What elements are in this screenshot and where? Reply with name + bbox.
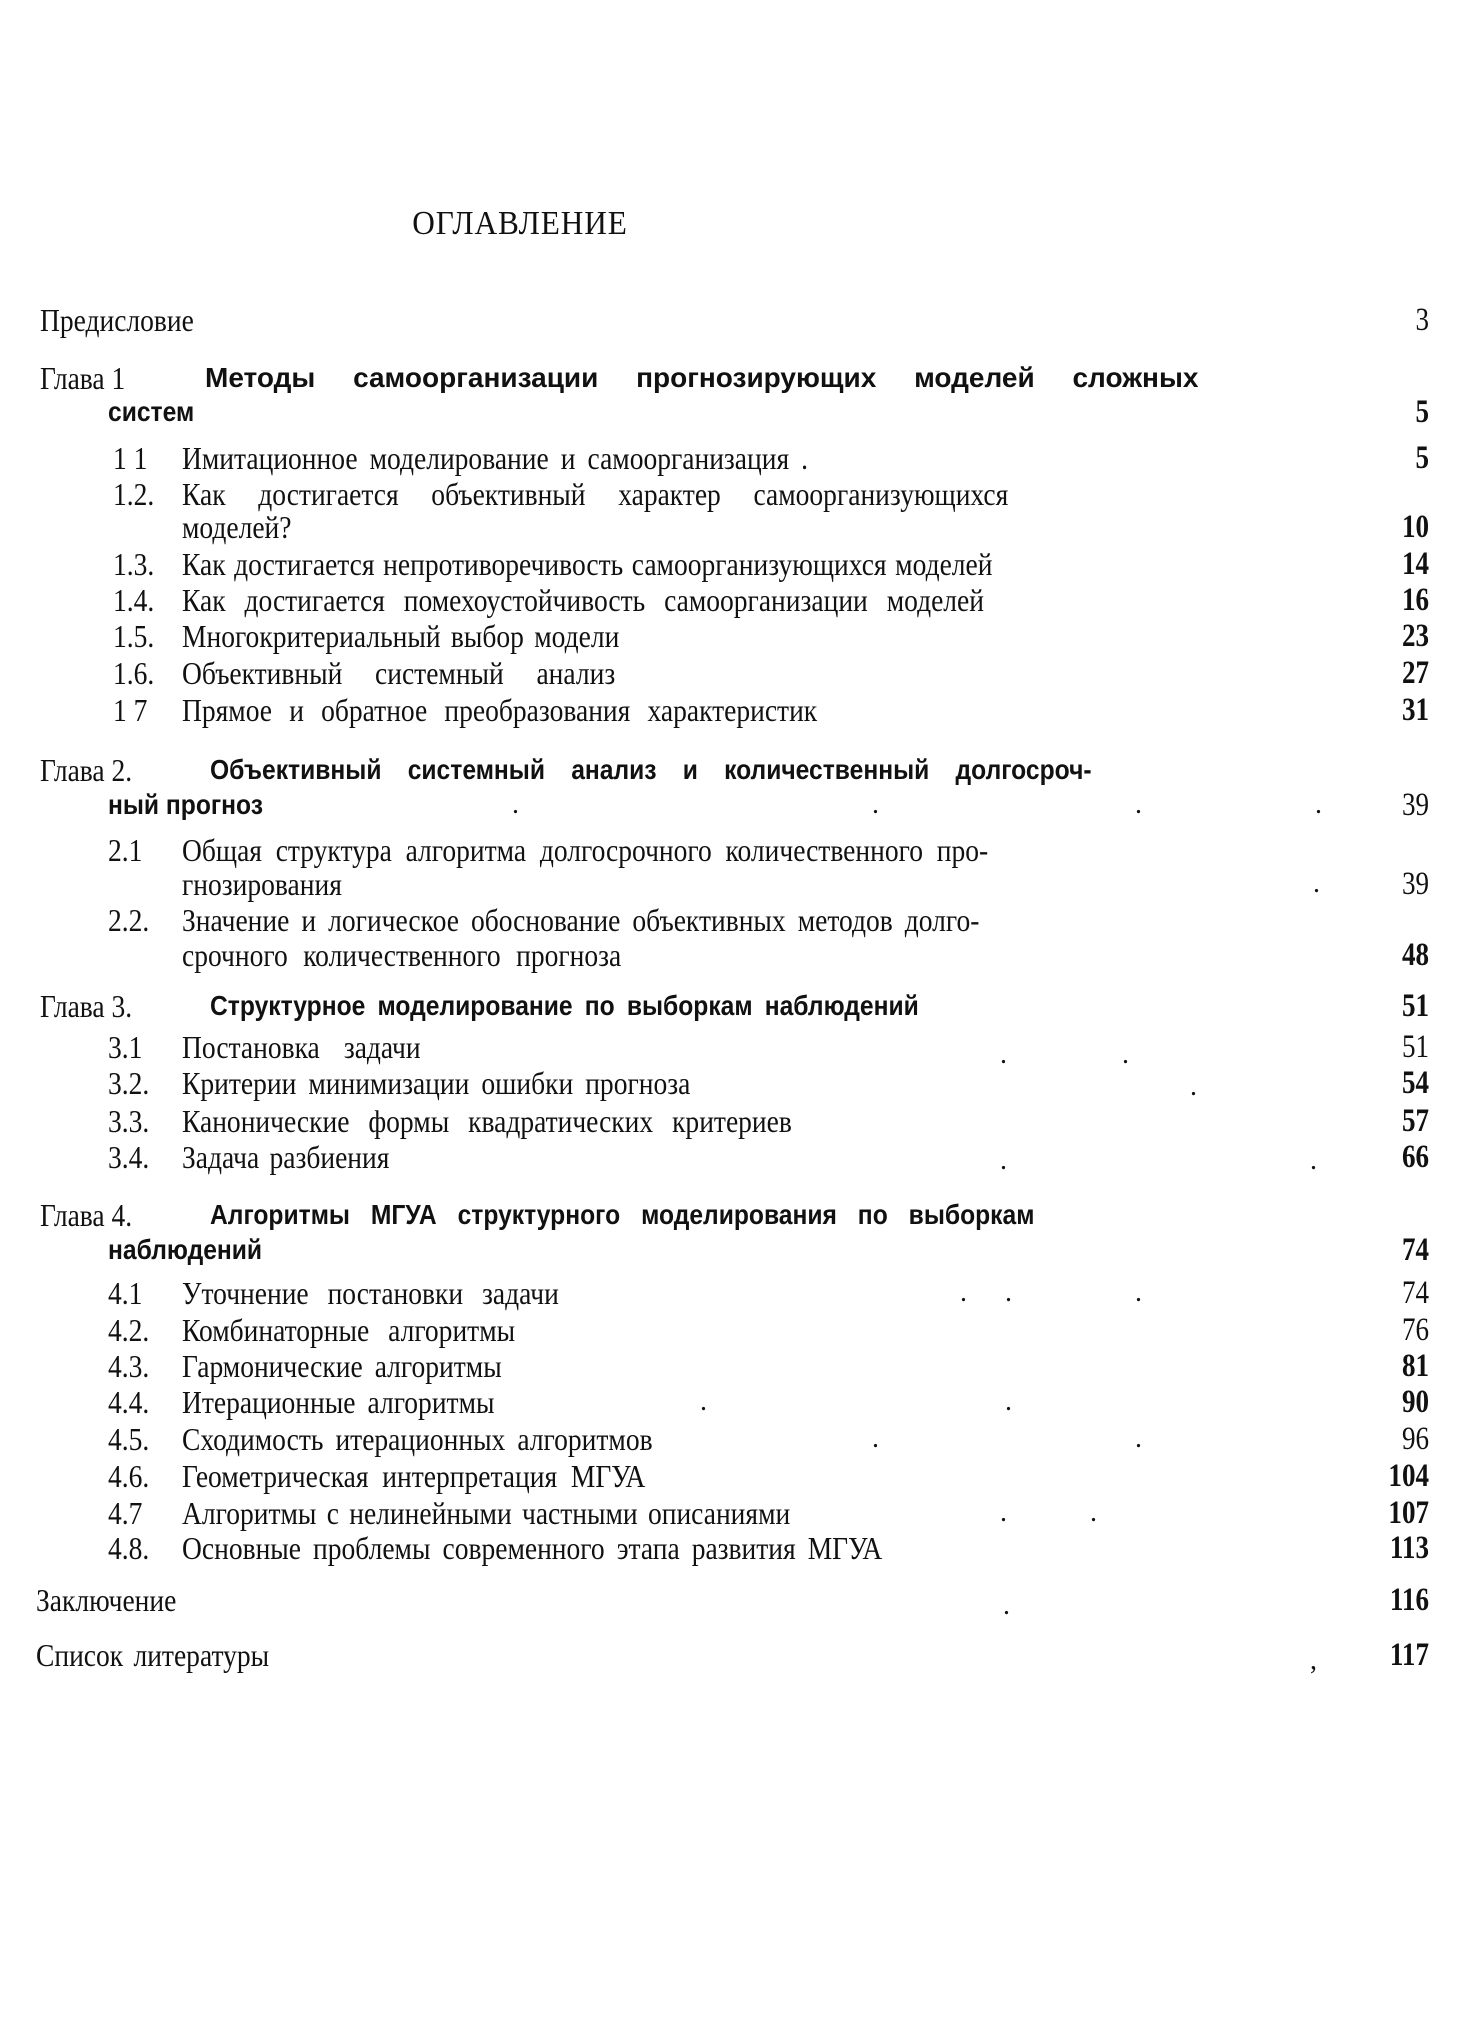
toc-chapter-4-cont[interactable] (0, 1232, 1479, 1268)
section-title: Критерии минимизации ошибки прогноза (182, 1065, 691, 1101)
section-title: Основные проблемы современного этапа развития МГУА (182, 1530, 883, 1566)
section-title: Объективный системный анализ (182, 655, 616, 691)
toc-section[interactable] (0, 832, 1479, 868)
page-number: 39 (1401, 787, 1429, 823)
chapter-prefix: Глава 2. (40, 752, 133, 788)
page-number: 66 (1401, 1139, 1429, 1175)
leader-dot: . (1135, 789, 1144, 820)
toc-section[interactable] (0, 1103, 1479, 1139)
page-number: 90 (1401, 1384, 1429, 1420)
section-title: Общая структура алгоритма долгосрочного количественного про- (182, 832, 989, 868)
section-title: Гармонические алгоритмы (182, 1348, 502, 1384)
entry-label: Заключение (36, 1582, 177, 1618)
toc-section[interactable] (0, 440, 1479, 476)
page-number: 5 (1415, 394, 1429, 430)
section-title: Как достигается объективный характер самоорганизующихся (182, 476, 1009, 512)
toc-section[interactable] (0, 1139, 1479, 1175)
section-number: 3.4. (108, 1139, 150, 1175)
section-title-line2: срочного количественного прогноза (182, 937, 622, 973)
chapter-title-line2: наблюдений (108, 1234, 263, 1265)
page-number: 116 (1389, 1582, 1429, 1618)
section-title-line2: гнозирования (182, 866, 342, 902)
leader-dot: . (1122, 1039, 1131, 1070)
chapter-prefix: Глава 4. (40, 1197, 133, 1233)
toc-chapter-3[interactable] (0, 988, 1479, 1024)
leader-dot: . (872, 789, 881, 820)
section-title: Многокритериальный выбор модели (182, 618, 620, 654)
page-number: 113 (1389, 1530, 1429, 1566)
chapter-prefix: Глава 1 (40, 360, 126, 396)
page-number: 104 (1388, 1458, 1429, 1494)
chapter-title-line1: Методы самоорганизации прогнозирующих моделей сложных (205, 362, 1199, 393)
page-number: 74 (1401, 1275, 1429, 1311)
page-number: 27 (1401, 655, 1429, 691)
page-number: 48 (1401, 937, 1429, 973)
toc-entry-preface[interactable] (0, 302, 1479, 338)
page-number: 81 (1401, 1348, 1429, 1384)
section-number: 3.3. (108, 1103, 150, 1139)
section-title: Значение и логическое обоснование объективных методов долго- (182, 902, 980, 938)
leader-dot: . (1000, 1145, 1009, 1176)
toc-chapter-2-cont[interactable] (0, 787, 1479, 823)
toc-chapter-1-cont[interactable] (0, 394, 1479, 430)
page-number: 31 (1401, 692, 1429, 728)
toc-chapter-1[interactable] (0, 360, 1479, 396)
page-number: 76 (1401, 1312, 1429, 1348)
chapter-title-line2: систем (108, 396, 195, 427)
chapter-prefix: Глава 3. (40, 988, 133, 1024)
entry-label: Список литературы (36, 1637, 270, 1673)
toc-chapter-2[interactable] (0, 752, 1479, 788)
section-number: 1.5. (113, 618, 155, 654)
chapter-title-line2: ный прогноз (108, 789, 264, 820)
toc-section[interactable] (0, 1029, 1479, 1070)
section-title: Комбинаторные алгоритмы (182, 1312, 516, 1348)
page-number: 117 (1389, 1637, 1429, 1673)
toc-section-cont[interactable] (0, 937, 1479, 973)
leader-dot: . (1313, 868, 1322, 899)
section-number: 4.1 (108, 1275, 143, 1311)
toc-section[interactable] (0, 1312, 1479, 1348)
page-number: 10 (1401, 509, 1429, 545)
toc-section[interactable] (0, 582, 1479, 618)
section-number: 1 7 (113, 692, 148, 728)
leader-dot: . (1000, 1039, 1009, 1070)
leader-dot: . (1190, 1071, 1199, 1102)
leader-dot: . (872, 1423, 881, 1454)
section-title: Прямое и обратное преобразования характеристик (182, 692, 818, 728)
section-title: Постановка задачи (182, 1029, 421, 1065)
toc-section[interactable] (0, 1065, 1479, 1101)
leader-dot: . (700, 1386, 709, 1417)
section-number: 4.7 (108, 1495, 143, 1531)
page-number: 23 (1401, 618, 1429, 654)
section-title: Как достигается непротиворечивость самоорганизующихся моделей (182, 546, 993, 582)
section-number: 4.8. (108, 1530, 150, 1566)
page-number: 54 (1401, 1065, 1429, 1101)
section-title: Сходимость итерационных алгоритмов (182, 1421, 653, 1457)
page-number: 96 (1401, 1421, 1429, 1457)
page-number: 14 (1401, 546, 1429, 582)
chapter-title-line1: Алгоритмы МГУА структурного моделирования по выборкам (210, 1199, 1035, 1230)
chapter-title-line1: Объективный системный анализ и количественный долгосроч- (210, 754, 1092, 785)
section-number: 4.5. (108, 1421, 150, 1457)
leader-dot: . (1003, 1590, 1012, 1621)
leader-dot: , (1310, 1645, 1319, 1676)
leader-dot: . (1090, 1497, 1099, 1528)
page-number: 39 (1401, 866, 1429, 902)
page-number: 74 (1401, 1232, 1429, 1268)
section-title: Задача разбиения (182, 1139, 390, 1175)
toc-section[interactable] (0, 1384, 1479, 1420)
toc-entry-conclusion[interactable] (0, 1582, 1479, 1621)
page-number: 107 (1388, 1495, 1429, 1531)
toc-section[interactable] (0, 546, 1479, 582)
toc-section[interactable] (0, 655, 1479, 691)
section-title: Алгоритмы с нелинейными частными описаниями (182, 1495, 791, 1531)
leader-dot: . (960, 1277, 969, 1308)
toc-section[interactable] (0, 1495, 1479, 1531)
toc-section[interactable] (0, 1530, 1479, 1566)
toc-chapter-4[interactable] (0, 1197, 1479, 1233)
leader-dot: . (1005, 1277, 1014, 1308)
section-title: Геометрическая интерпретация МГУА (182, 1458, 646, 1494)
toc-entry-bibliography[interactable] (0, 1637, 1479, 1676)
page-title: ОГЛАВЛЕНИЕ (412, 205, 628, 242)
section-number: 3.1 (108, 1029, 143, 1065)
section-number: 1.6. (113, 655, 155, 691)
toc-section[interactable] (0, 692, 1479, 728)
leader-dot: . (1310, 1145, 1319, 1176)
section-number: 1.3. (113, 546, 155, 582)
chapter-title-line1: Структурное моделирование по выборкам наблюдений (210, 990, 919, 1021)
section-title: Как достигается помехоустойчивость самоорганизации моделей (182, 582, 984, 618)
toc-section[interactable] (0, 618, 1479, 654)
section-number: 4.2. (108, 1312, 150, 1348)
section-title: Итерационные алгоритмы (182, 1384, 495, 1420)
page-number: 51 (1401, 1029, 1429, 1065)
section-title-line2: моделей? (182, 509, 292, 545)
section-number: 3.2. (108, 1065, 150, 1101)
section-number: 1.4. (113, 582, 155, 618)
section-title: Канонические формы квадратических критериев (182, 1103, 792, 1139)
leader-dot: . (1135, 1423, 1144, 1454)
toc-section[interactable] (0, 476, 1479, 512)
toc-section[interactable] (0, 1348, 1479, 1384)
section-number: 4.6. (108, 1458, 150, 1494)
leader-dot: . (1005, 1386, 1014, 1417)
entry-label: Предисловие (40, 302, 194, 338)
leader-dot: . (1000, 1497, 1009, 1528)
section-number: 1.2. (113, 476, 155, 512)
toc-section[interactable] (0, 1421, 1479, 1457)
section-title: Имитационное моделирование и самоорганизация . (182, 440, 809, 476)
page-number: 57 (1401, 1103, 1429, 1139)
toc-section[interactable] (0, 1458, 1479, 1494)
section-number: 1 1 (113, 440, 148, 476)
page-number: 3 (1415, 302, 1429, 338)
section-number: 4.4. (108, 1384, 150, 1420)
page-number: 51 (1401, 988, 1429, 1024)
leader-dot: . (512, 789, 521, 820)
toc-section-cont[interactable] (0, 866, 1479, 902)
toc-section[interactable] (0, 1275, 1479, 1311)
toc-section[interactable] (0, 902, 1479, 938)
leader-dot: . (1315, 789, 1324, 820)
section-number: 4.3. (108, 1348, 150, 1384)
section-number: 2.2. (108, 902, 150, 938)
toc-section-cont[interactable] (0, 509, 1479, 545)
page-number: 5 (1415, 440, 1429, 476)
section-number: 2.1 (108, 832, 143, 868)
page-number: 16 (1401, 582, 1429, 618)
leader-dot: . (1135, 1277, 1144, 1308)
section-title: Уточнение постановки задачи (182, 1275, 559, 1311)
